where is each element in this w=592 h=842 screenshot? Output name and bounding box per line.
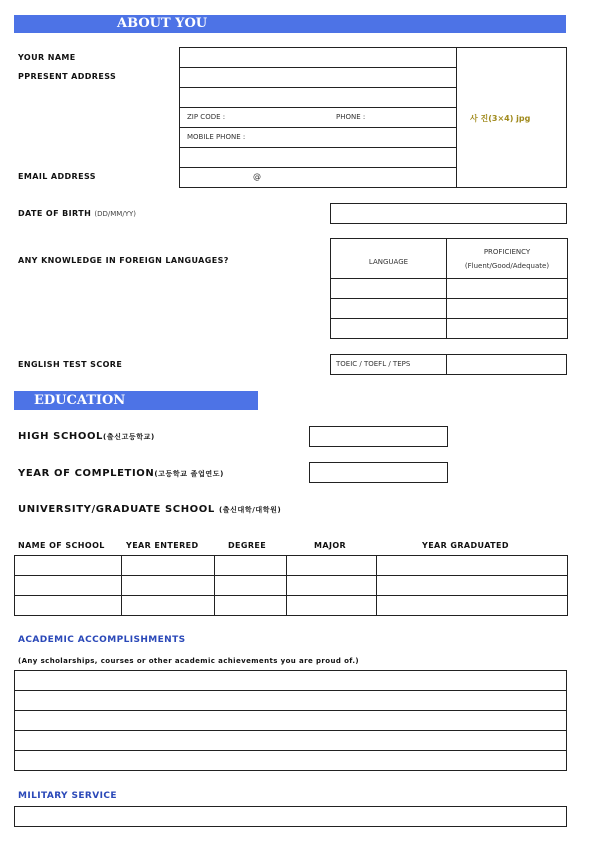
academic-table: [14, 670, 567, 771]
table-row: [15, 596, 568, 616]
col-degree: DEGREE: [228, 541, 267, 550]
academic-title: ACADEMIC ACCOMPLISHMENTS: [18, 635, 186, 645]
language-col-header: LANGUAGE: [331, 239, 447, 279]
dob-label: [18, 209, 136, 218]
your-name-field[interactable]: [179, 47, 457, 68]
dob-label-text: DATE OF BIRTH: [18, 209, 92, 218]
high-school-field[interactable]: [309, 426, 448, 447]
col-major: MAJOR: [314, 541, 347, 550]
present-address-label: PPRESENT ADDRESS: [18, 72, 117, 81]
about-section-header: [14, 15, 566, 33]
phone-label: PHONE :: [336, 113, 366, 121]
dob-field[interactable]: [330, 203, 567, 224]
email-field[interactable]: [179, 167, 457, 188]
proficiency-cell[interactable]: [447, 319, 568, 339]
table-row: [15, 576, 568, 596]
table-row: [331, 239, 568, 279]
table-row: [15, 671, 567, 691]
university-label: UNIVERSITY/GRADUATE SCHOOL (출신대학/대학원): [18, 504, 282, 515]
col-year-entered: YEAR ENTERED: [126, 541, 199, 550]
language-cell[interactable]: [331, 319, 447, 339]
year-completion-field[interactable]: [309, 462, 448, 483]
table-row: [15, 711, 567, 731]
proficiency-col-header: PROFICIENCY (Fluent/Good/Adequate): [447, 239, 568, 279]
languages-table: [330, 238, 568, 339]
photo-placeholder[interactable]: 사 진(3×4) jpg: [470, 114, 531, 123]
proficiency-cell[interactable]: [447, 279, 568, 299]
table-row: [15, 751, 567, 771]
languages-question: ANY KNOWLEDGE IN FOREIGN LANGUAGES?: [18, 256, 229, 265]
military-title: MILITARY SERVICE: [18, 791, 117, 801]
academic-subtitle: (Any scholarships, courses or other academic achievements you are proud of.): [18, 657, 360, 665]
university-table: [14, 555, 568, 616]
email-at-sign: @: [253, 172, 261, 181]
dob-format: (DD/MM/YY): [94, 210, 136, 218]
your-name-label: YOUR NAME: [18, 53, 76, 62]
language-cell[interactable]: [331, 279, 447, 299]
high-school-label: HIGH SCHOOL(출신고등학교): [18, 431, 155, 442]
table-row: [15, 691, 567, 711]
table-row: [331, 299, 568, 319]
military-field[interactable]: [14, 806, 567, 827]
education-section-header: [14, 391, 258, 410]
language-cell[interactable]: [331, 299, 447, 319]
mobile-phone-label: MOBILE PHONE :: [187, 133, 246, 141]
table-row: [15, 731, 567, 751]
about-title: ABOUT YOU: [117, 16, 208, 31]
table-row: [331, 319, 568, 339]
test-types-label: TOEIC / TOEFL / TEPS: [336, 360, 411, 368]
education-title: EDUCATION: [34, 393, 126, 408]
col-year-graduated: YEAR GRADUATED: [422, 541, 509, 550]
email-address-label: EMAIL ADDRESS: [18, 172, 96, 181]
table-row: [15, 556, 568, 576]
year-completion-label: YEAR OF COMPLETION(고등학교 졸업연도): [18, 468, 224, 479]
proficiency-cell[interactable]: [447, 299, 568, 319]
table-row: [331, 279, 568, 299]
english-test-label: ENGLISH TEST SCORE: [18, 360, 123, 369]
zip-code-label: ZIP CODE :: [187, 113, 226, 121]
col-name-of-school: NAME OF SCHOOL: [18, 541, 105, 550]
